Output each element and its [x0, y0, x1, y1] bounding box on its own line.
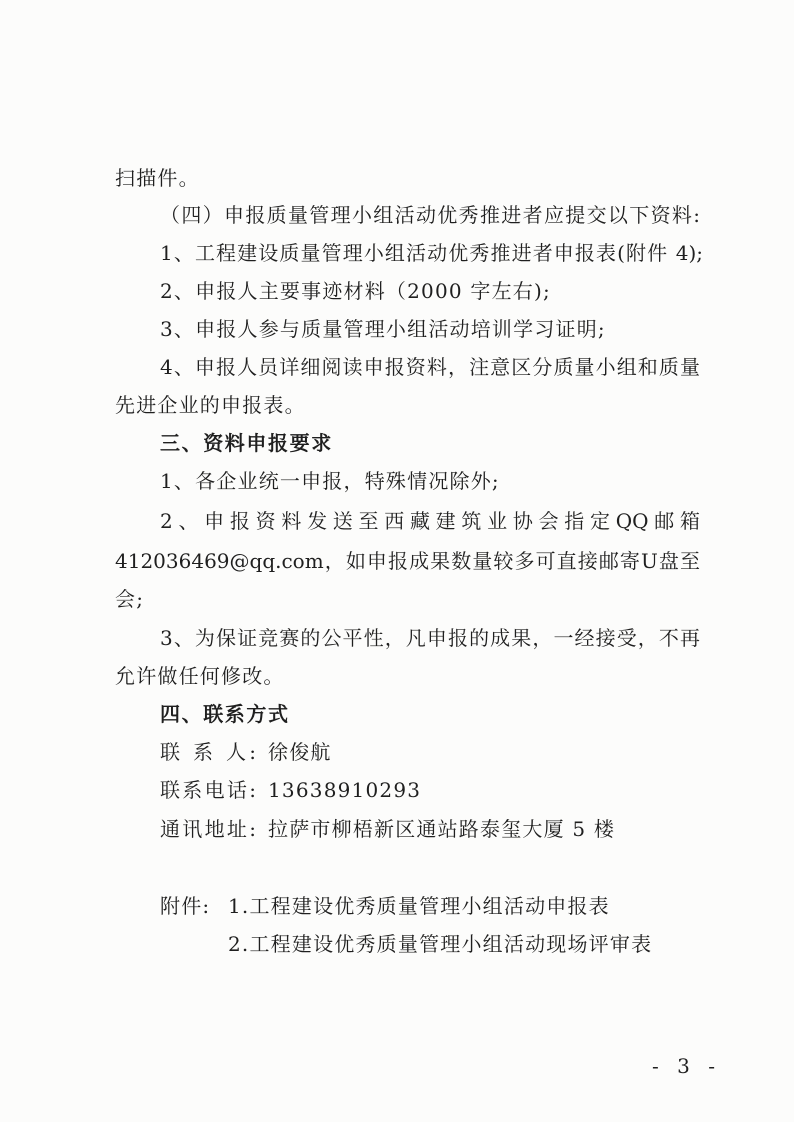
materials-item-4-line-1: 4、申报人员详细阅读申报资料，注意区分质量小组和质量 [160, 355, 700, 379]
attachment-item-1: 1.工程建设优秀质量管理小组活动申报表 [228, 894, 610, 918]
contact-person-value: 徐俊航 [268, 740, 332, 764]
materials-item-4-line-2: 先进企业的申报表。 [115, 393, 306, 417]
requirements-item-2-line-1: 2、申报资料发送至西藏建筑业协会指定QQ邮箱 [160, 509, 700, 533]
requirements-item-2-line-2: 412036469@qq.com，如申报成果数量较多可直接邮寄U盘至 [115, 549, 700, 573]
requirements-item-3-line-1: 3、为保证竞赛的公平性，凡申报的成果，一经接受，不再 [160, 626, 700, 650]
contact-heading: 四、联系方式 [160, 702, 290, 726]
contact-address-label: 通讯地址: [160, 817, 256, 841]
attachment-item-2: 2.工程建设优秀质量管理小组活动现场评审表 [228, 932, 653, 956]
materials-heading: （四）申报质量管理小组活动优秀推进者应提交以下资料: [160, 203, 700, 227]
contact-phone-value: 13638910293 [268, 778, 422, 802]
page-number: - 3 - [652, 1054, 721, 1078]
contact-person-label: 联 系 人: [160, 740, 256, 764]
contact-phone-label: 联系电话: [160, 778, 256, 802]
attachments-label: 附件: [160, 894, 211, 918]
materials-item-3: 3、申报人参与质量管理小组活动培训学习证明; [160, 317, 606, 341]
materials-item-1: 1、工程建设质量管理小组活动优秀推进者申报表(附件 4); [160, 241, 703, 265]
requirements-item-2-line-3: 会; [115, 587, 145, 611]
materials-item-2: 2、申报人主要事迹材料（2000 字左右); [160, 279, 551, 303]
contact-address-value: 拉萨市柳梧新区通站路泰玺大厦 5 楼 [268, 817, 616, 841]
continuation-text: 扫描件。 [115, 166, 200, 190]
requirements-heading: 三、资料申报要求 [160, 431, 333, 455]
requirements-item-3-line-2: 允许做任何修改。 [115, 664, 285, 688]
requirements-item-1: 1、各企业统一申报，特殊情况除外; [160, 469, 500, 493]
